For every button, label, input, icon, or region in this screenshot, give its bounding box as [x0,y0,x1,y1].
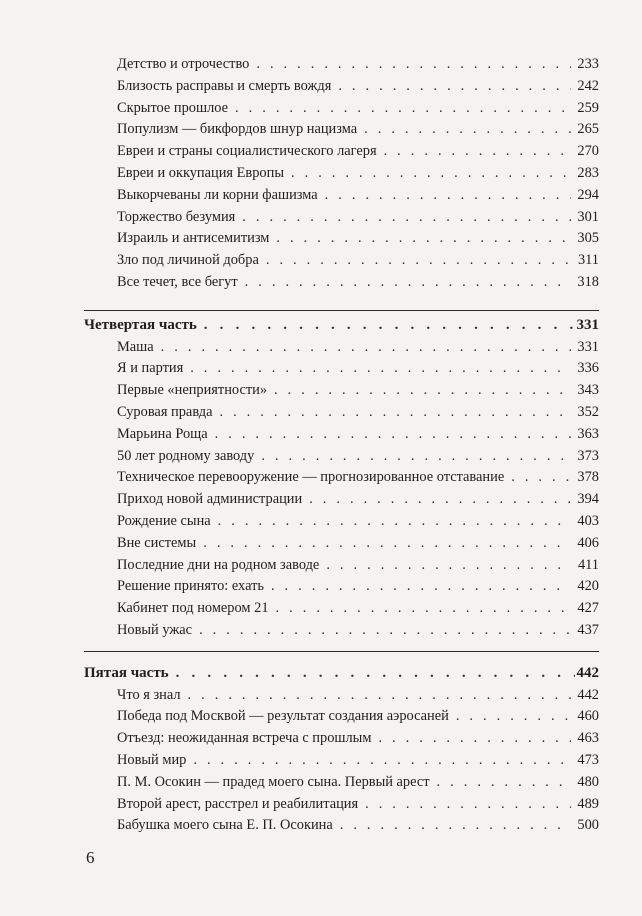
toc-entry [84,728,599,750]
toc-entry-title: Бабушка моего сына Е. П. Осокина [117,817,333,834]
toc-entry-title: Новый ужас [117,621,193,638]
toc-entry [84,337,599,359]
section-divider [84,651,599,652]
toc-entry-title: Приход новой администрации [117,491,303,508]
toc-entry [84,358,599,380]
toc-entry-page: 294 [577,186,599,203]
toc-entry-title: Выкорчеваны ли корни фашизма [117,186,318,203]
toc-entry-title: Последние дни на родном заводе [117,556,320,573]
toc-entry-title: Новый мир [117,751,187,768]
toc-entry-title: Решение принято: ехать [117,578,264,595]
toc-entry-page: 318 [577,273,599,290]
toc-entry-page: 336 [577,360,599,377]
toc-entry-page: 373 [577,447,599,464]
toc-entry [84,446,599,468]
toc-entry-title: Все течет, все бегут [117,273,238,290]
toc-entry-title: Евреи и страны социалистического лагеря [117,143,377,160]
toc-entry-title: Израиль и антисемитизм [117,230,270,247]
toc-entry [84,185,599,207]
toc-entry-page: 394 [577,491,599,508]
toc-entry-title: Рождение сына [117,512,211,529]
toc-entry-page: 442 [577,686,599,703]
toc-entry-title: Что я знал [117,686,181,703]
toc-entry-page: 473 [577,751,599,768]
toc-entry-title: Первые «неприятности» [117,382,268,399]
toc-entry-page: 403 [577,512,599,529]
toc-entry-title: Зло под личиной добра [117,252,259,269]
toc-entry-page: 489 [577,795,599,812]
table-of-contents [84,54,599,837]
toc-entry [84,163,599,185]
toc-entry-page: 500 [577,817,599,834]
toc-entry [84,207,599,229]
toc-entry-title: Популизм — бикфордов шнур нацизма [117,121,358,138]
toc-entry-title: Торжество безумия [117,208,236,225]
toc-entry [84,119,599,141]
toc-entry-title: Скрытое прошлое [117,99,229,116]
toc-entry-page: 480 [577,773,599,790]
toc-entry [84,489,599,511]
toc-entry [84,424,599,446]
toc-entry [84,685,599,707]
toc-entry [84,76,599,98]
toc-entry-page: 363 [577,425,599,442]
toc-entry-page: 259 [577,99,599,116]
toc-entry [84,620,599,642]
toc-entry-page: 463 [577,730,599,747]
toc-entry [84,467,599,489]
toc-entry [84,380,599,402]
toc-entry-page: 305 [577,230,599,247]
toc-entry-page: 460 [577,708,599,725]
toc-entry-title: Вне системы [117,534,197,551]
toc-entry-page: 343 [577,382,599,399]
toc-part-page: 442 [576,664,599,681]
toc-entry [84,794,599,816]
toc-entry [84,576,599,598]
toc-entry [84,598,599,620]
toc-entry [84,772,599,794]
toc-entry-title: Техническое перевооружение — прогнозированное отставание [117,469,505,486]
toc-entry-page: 283 [577,164,599,181]
toc-entry-page: 233 [577,56,599,72]
toc-entry [84,511,599,533]
toc-entry-page: 352 [577,403,599,420]
toc-entry [84,815,599,837]
toc-entry-title: Второй арест, расстрел и реабилитация [117,795,359,812]
toc-entry-page: 427 [577,600,599,617]
toc-entry-page: 406 [577,534,599,551]
toc-entry-page: 311 [577,252,599,269]
toc-entry-title: 50 лет родному заводу [117,447,255,464]
toc-entry-title: Близость расправы и смерть вождя [117,77,332,94]
toc-entry-page: 437 [577,621,599,638]
toc-section-1 [84,54,599,294]
toc-part-page: 331 [576,316,599,333]
toc-entry-title: Я и партия [117,360,184,377]
toc-entry [84,750,599,772]
toc-entry-page: 378 [577,469,599,486]
toc-part-heading-5 [84,663,599,685]
section-divider [84,310,599,311]
toc-entry-title: Победа под Москвой — результат создания аэросаней [117,708,449,725]
toc-entry [84,98,599,120]
toc-section-5 [84,685,599,838]
toc-entry-page: 301 [577,208,599,225]
toc-entry [84,250,599,272]
toc-entry-title: Кабинет под номером 21 [117,600,269,617]
toc-entry-title: Суровая правда [117,403,213,420]
toc-entry-page: 420 [577,578,599,595]
toc-entry-page: 265 [577,121,599,138]
toc-entry-page: 270 [577,143,599,160]
toc-entry [84,141,599,163]
page-number: 6 [86,848,95,867]
toc-entry [84,533,599,555]
toc-entry-title: Детство и отрочество [117,56,250,72]
toc-entry-title: Евреи и оккупация Европы [117,164,284,181]
toc-entry-page: 331 [577,338,599,355]
toc-entry-page: 411 [577,556,599,573]
toc-entry-title: П. М. Осокин — прадед моего сына. Первый арест [117,773,430,790]
toc-part-title: Пятая часть [84,664,169,681]
toc-part-title: Четвертая часть [84,316,197,333]
toc-entry [84,402,599,424]
toc-part-heading-4 [84,315,599,337]
toc-section-4 [84,337,599,642]
toc-entry [84,272,599,294]
toc-entry [84,706,599,728]
toc-entry [84,54,599,76]
toc-entry [84,555,599,577]
toc-entry [84,228,599,250]
toc-entry-title: Марьина Роща [117,425,208,442]
toc-entry-title: Маша [117,338,154,355]
toc-entry-page: 242 [577,77,599,94]
toc-entry-title: Отъезд: неожиданная встреча с прошлым [117,730,372,747]
